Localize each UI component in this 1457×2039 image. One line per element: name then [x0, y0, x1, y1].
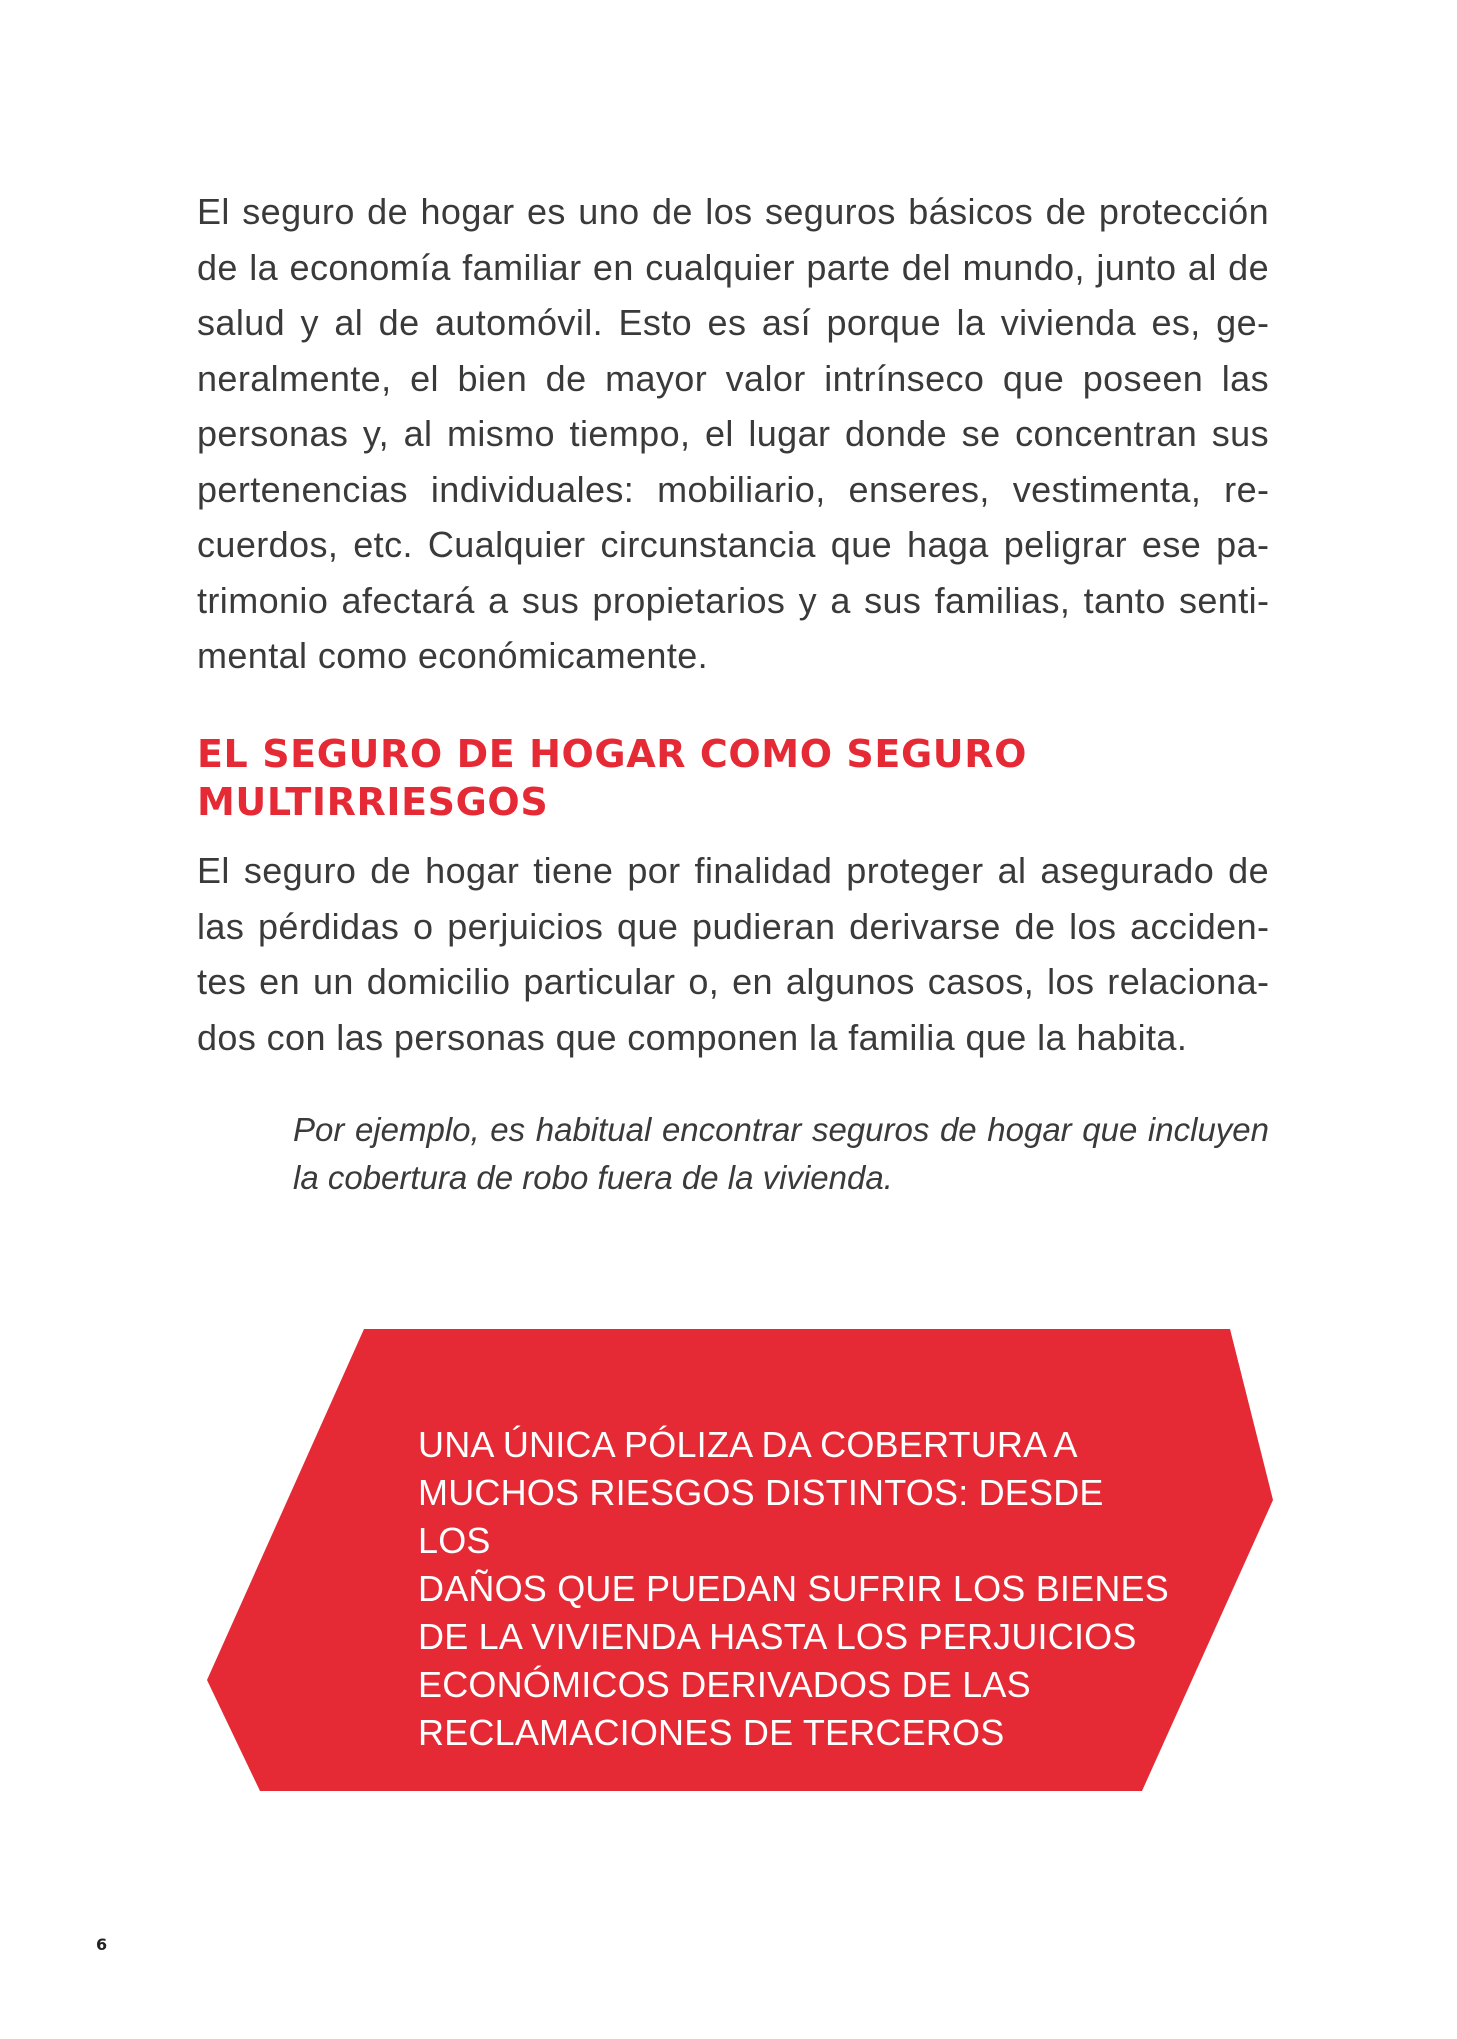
page-number: 6 — [96, 1935, 108, 1954]
callout-line: RECLAMACIONES DE TERCEROS — [418, 1712, 1005, 1753]
purpose-paragraph: El seguro de hogar tiene por finalidad proteger al asegurado de las pérdidas o perjuicios que pudieran derivarse de los accidentes en un domicilio particular o, en algunos casos, los relacionados con las personas que componen la familia que la habita. — [197, 850, 1269, 1058]
example-quote: Por ejemplo, es habitual encontrar seguros de hogar que incluyen la cobertura de robo fuera de la vivienda. — [293, 1111, 1269, 1196]
section-heading: EL SEGURO DE HOGAR COMO SEGURO MULTIRRIESGOS — [197, 732, 1027, 824]
intro-paragraph: El seguro de hogar es uno de los seguros básicos de protección de la economía familiar en cualquier parte del mundo, junto al de salud y al de automóvil. Esto es así porque la vivienda es, generalmente, el bien de mayor valor intrínseco que poseen las personas y, al mismo tiempo, el lugar donde se concentran sus pertenencias individuales: mobiliario, enseres, vestimenta, recuerdos, etc. Cualquier circunstancia que haga peligrar ese patrimonio afectará a sus propietarios y a sus familias, tanto sentimental como económicamente. — [197, 191, 1269, 676]
callout-box-text — [418, 1421, 1178, 1757]
callout-line: ECONÓMICOS DERIVADOS DE LAS — [418, 1664, 1031, 1705]
callout-line: UNA ÚNICA PÓLIZA DA COBERTURA A — [418, 1424, 1078, 1465]
callout-line: DAÑOS QUE PUEDAN SUFRIR LOS BIENES — [418, 1568, 1169, 1609]
callout-line: MUCHOS RIESGOS DISTINTOS: DESDE LOS — [418, 1472, 1104, 1561]
callout-line: DE LA VIVIENDA HASTA LOS PERJUICIOS — [418, 1616, 1137, 1657]
